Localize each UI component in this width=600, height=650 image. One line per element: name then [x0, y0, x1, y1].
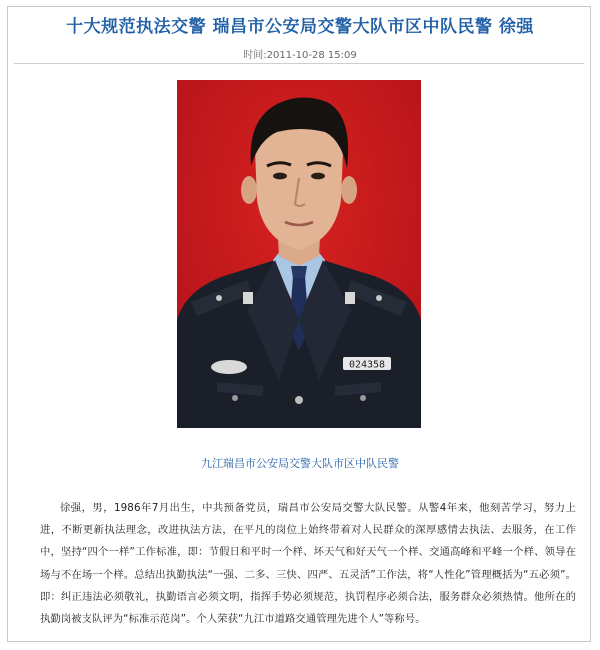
portrait-photo [177, 80, 421, 428]
article-title: 十大规范执法交警 瑞昌市公安局交警大队市区中队民警 徐强 [66, 17, 534, 37]
portrait-illustration [177, 80, 421, 428]
title-divider [14, 63, 584, 64]
time-value: 2011-10-28 15:09 [266, 50, 357, 61]
article-meta [0, 46, 600, 61]
badge-number: 024358 [348, 359, 386, 371]
time-label: 时间: [243, 50, 267, 61]
article-body: 徐强，男，1986年7月出生，中共预备党员，瑞昌市公安局交警大队民警。从警4年来，他刻苦学习，努力上进，不断更新执法理念，改进执法方法，在平凡的岗位上始终带着对人民群众的深厚感情去执法、去服务，在工作中，坚持“四个一样”工作标准，即：节假日和平时一个样、坏天气和好天气一个样、交通高峰和平峰一个样、领导在场与不在场一个样。总结出执勤执法“一强、二多、三快、四严、五灵活”工作法，将“人性化”管理概括为“五必须”。即：纠正违法必须敬礼，执勤语言必须文明，指挥手势必须规范，执罚程序必须合法，服务群众必须热情。他所在的执勤岗被支队评为“标准示范岗”。个人荣获“九江市道路交通管理先进个人”等称号。 [40, 502, 576, 626]
photo-caption: 九江瑞昌市公安局交警大队市区中队民警 [201, 457, 399, 470]
